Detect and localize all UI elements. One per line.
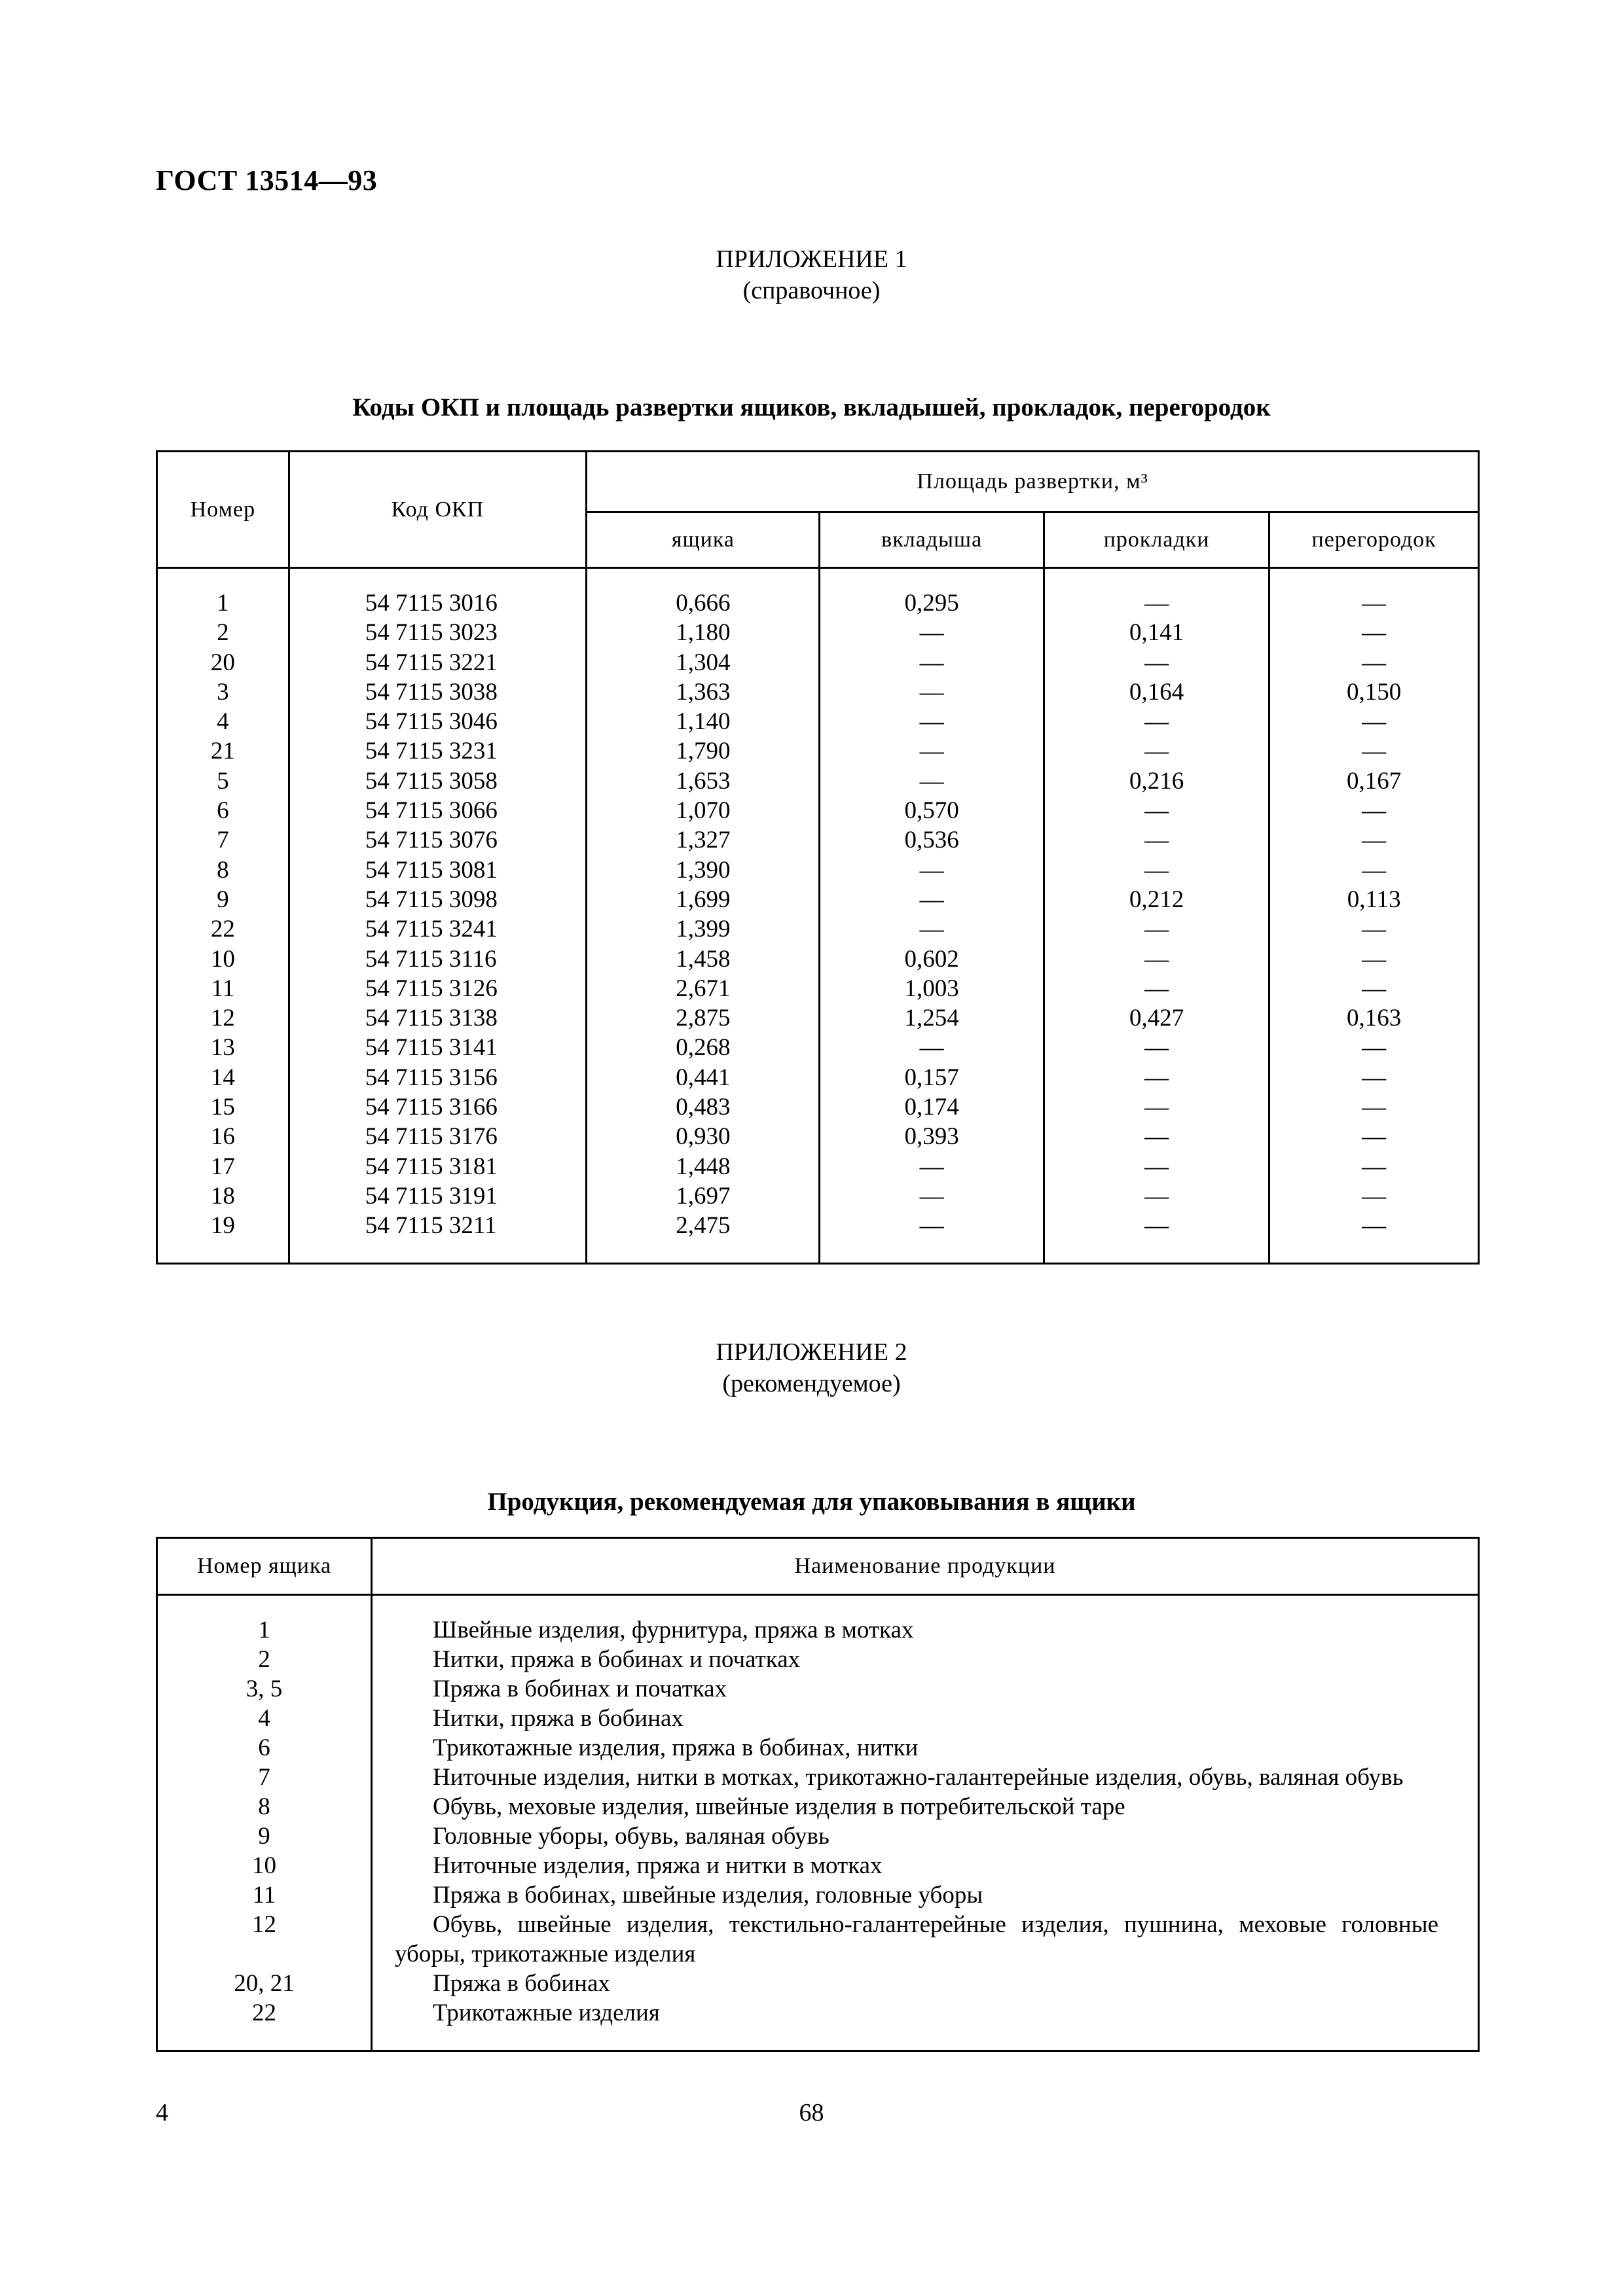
cell-area-partition: — (1269, 825, 1479, 855)
cell-number: 12 (157, 1003, 289, 1033)
cell-area-liner: 1,254 (820, 1003, 1044, 1033)
page-number-center: 68 (799, 2099, 824, 2126)
cell-box-number: 10 (157, 1851, 372, 1880)
cell-area-box: 0,268 (587, 1033, 820, 1062)
cell-area-box: 0,666 (587, 588, 820, 618)
cell-okp-code: 54 7115 3046 (289, 707, 587, 736)
cell-product-name: Ниточные изделия, нитки в мотках, трикотажно-галантерейные изделия, обувь, валяная обувь (372, 1763, 1479, 1792)
cell-area-partition: — (1269, 1033, 1479, 1062)
cell-area-pad: — (1044, 1033, 1269, 1062)
table-row (157, 648, 1479, 677)
cell-area-liner: — (820, 736, 1044, 766)
spacer-cell (1269, 568, 1479, 589)
cell-product-name: Трикотажные изделия, пряжа в бобинах, нитки (372, 1733, 1479, 1763)
cell-area-partition: — (1269, 648, 1479, 677)
cell-area-box: 1,390 (587, 855, 820, 885)
cell-area-liner: — (820, 707, 1044, 736)
cell-area-liner: 0,393 (820, 1122, 1044, 1151)
cell-number: 21 (157, 736, 289, 766)
table-row (157, 1792, 1479, 1821)
cell-area-box: 1,180 (587, 618, 820, 647)
cell-product-name: Нитки, пряжа в бобинах (372, 1704, 1479, 1733)
cell-area-box: 2,475 (587, 1211, 820, 1240)
cell-box-number: 22 (157, 1998, 372, 2028)
table-row (157, 1733, 1479, 1763)
cell-okp-code: 54 7115 3181 (289, 1152, 587, 1181)
cell-number: 18 (157, 1181, 289, 1211)
cell-area-partition: — (1269, 1152, 1479, 1181)
spacer-cell (820, 568, 1044, 589)
cell-box-number: 9 (157, 1821, 372, 1851)
cell-area-pad: — (1044, 1063, 1269, 1092)
cell-okp-code: 54 7115 3138 (289, 1003, 587, 1033)
cell-area-partition: 0,163 (1269, 1003, 1479, 1033)
cell-area-pad: — (1044, 1122, 1269, 1151)
cell-okp-code: 54 7115 3081 (289, 855, 587, 885)
cell-area-box: 0,441 (587, 1063, 820, 1092)
table-row (157, 588, 1479, 618)
cell-area-pad: — (1044, 1152, 1269, 1181)
col-header-area-group: Площадь развертки, м³ (587, 452, 1479, 512)
table-row (157, 1969, 1479, 1998)
table-row (157, 677, 1479, 707)
cell-box-number: 8 (157, 1792, 372, 1821)
cell-area-box: 1,363 (587, 677, 820, 707)
table-row (157, 1763, 1479, 1792)
cell-okp-code: 54 7115 3058 (289, 766, 587, 796)
cell-area-pad: 0,216 (1044, 766, 1269, 796)
cell-area-liner: 0,174 (820, 1092, 1044, 1122)
table-row (157, 1063, 1479, 1092)
cell-box-number: 12 (157, 1910, 372, 1969)
cell-area-liner: 0,570 (820, 796, 1044, 825)
cell-area-partition: — (1269, 1122, 1479, 1151)
cell-area-liner: — (820, 648, 1044, 677)
cell-product-name: Нитки, пряжа в бобинах и початках (372, 1645, 1479, 1674)
page-number-left: 4 (156, 2099, 168, 2126)
table-row (157, 1092, 1479, 1122)
cell-area-partition: — (1269, 588, 1479, 618)
cell-area-pad: — (1044, 796, 1269, 825)
appendix2-subtitle: (рекомендуемое) (722, 1370, 901, 1397)
cell-number: 7 (157, 825, 289, 855)
cell-area-liner: — (820, 618, 1044, 647)
cell-number: 8 (157, 855, 289, 885)
table-row (157, 766, 1479, 796)
cell-product-name: Обувь, меховые изделия, швейные изделия в потребительской таре (372, 1792, 1479, 1821)
cell-product-name: Пряжа в бобинах, швейные изделия, головные уборы (372, 1880, 1479, 1910)
cell-okp-code: 54 7115 3066 (289, 796, 587, 825)
cell-area-box: 2,875 (587, 1003, 820, 1033)
cell-number: 14 (157, 1063, 289, 1092)
table-row (157, 1615, 1479, 1645)
cell-product-name: Пряжа в бобинах и початках (372, 1674, 1479, 1704)
cell-area-pad: — (1044, 648, 1269, 677)
document-code: ГОСТ 13514—93 (156, 164, 378, 196)
cell-area-pad: — (1044, 707, 1269, 736)
cell-box-number: 20, 21 (157, 1969, 372, 1998)
cell-area-pad: — (1044, 974, 1269, 1003)
cell-okp-code: 54 7115 3098 (289, 885, 587, 914)
table-row (157, 1211, 1479, 1240)
products-table-body (157, 1595, 1479, 2051)
cell-area-box: 1,327 (587, 825, 820, 855)
spacer-cell (1044, 1241, 1269, 1264)
cell-area-pad: — (1044, 1211, 1269, 1240)
cell-area-liner: 0,536 (820, 825, 1044, 855)
table-row (157, 1033, 1479, 1062)
cell-box-number: 1 (157, 1615, 372, 1645)
cell-number: 9 (157, 885, 289, 914)
cell-product-name: Головные уборы, обувь, валяная обувь (372, 1821, 1479, 1851)
spacer-cell (1044, 568, 1269, 589)
table-row (157, 855, 1479, 885)
cell-area-partition: 0,167 (1269, 766, 1479, 796)
cell-area-liner: 0,602 (820, 944, 1044, 974)
spacer-cell (372, 1595, 1479, 1616)
cell-number: 13 (157, 1033, 289, 1062)
table-row (157, 1851, 1479, 1880)
cell-area-box: 1,699 (587, 885, 820, 914)
cell-area-pad: — (1044, 855, 1269, 885)
spacer-cell (587, 568, 820, 589)
cell-area-liner: — (820, 885, 1044, 914)
spacer-cell (289, 568, 587, 589)
appendix2-heading (0, 1336, 1623, 1399)
spacer-cell (157, 2028, 372, 2051)
cell-area-liner: — (820, 1033, 1044, 1062)
cell-okp-code: 54 7115 3023 (289, 618, 587, 647)
cell-product-name: Пряжа в бобинах (372, 1969, 1479, 1998)
cell-okp-code: 54 7115 3211 (289, 1211, 587, 1240)
recommended-products-table (156, 1537, 1480, 2052)
cell-box-number: 3, 5 (157, 1674, 372, 1704)
cell-product-name: Трикотажные изделия (372, 1998, 1479, 2028)
cell-area-box: 1,697 (587, 1181, 820, 1211)
cell-box-number: 2 (157, 1645, 372, 1674)
cell-number: 19 (157, 1211, 289, 1240)
cell-area-partition: — (1269, 1092, 1479, 1122)
cell-area-box: 0,483 (587, 1092, 820, 1122)
cell-okp-code: 54 7115 3116 (289, 944, 587, 974)
cell-area-partition: — (1269, 736, 1479, 766)
cell-area-box: 1,458 (587, 944, 820, 974)
col-header-product-name: Наименование продукции (372, 1538, 1479, 1595)
cell-area-box: 1,304 (587, 648, 820, 677)
cell-okp-code: 54 7115 3241 (289, 914, 587, 944)
col-header-number: Номер (157, 452, 289, 568)
cell-okp-code: 54 7115 3231 (289, 736, 587, 766)
appendix1-subtitle: (справочное) (742, 277, 881, 304)
cell-area-pad: — (1044, 736, 1269, 766)
cell-box-number: 6 (157, 1733, 372, 1763)
cell-area-pad: — (1044, 944, 1269, 974)
cell-number: 4 (157, 707, 289, 736)
cell-area-partition: — (1269, 944, 1479, 974)
cell-okp-code: 54 7115 3016 (289, 588, 587, 618)
cell-area-partition: — (1269, 707, 1479, 736)
cell-okp-code: 54 7115 3141 (289, 1033, 587, 1062)
cell-area-partition: — (1269, 914, 1479, 944)
spacer-cell (157, 568, 289, 589)
table-row (157, 825, 1479, 855)
cell-area-pad: 0,427 (1044, 1003, 1269, 1033)
cell-area-liner: — (820, 1181, 1044, 1211)
spacer-cell (157, 1241, 289, 1264)
cell-area-pad: — (1044, 825, 1269, 855)
cell-area-partition: 0,113 (1269, 885, 1479, 914)
cell-box-number: 7 (157, 1763, 372, 1792)
table-row (157, 707, 1479, 736)
col-header-partition: перегородок (1269, 512, 1479, 568)
cell-area-pad: — (1044, 914, 1269, 944)
table-row (157, 1645, 1479, 1674)
cell-area-box: 2,671 (587, 974, 820, 1003)
cell-area-liner: — (820, 766, 1044, 796)
okp-codes-table (156, 450, 1480, 1265)
cell-number: 22 (157, 914, 289, 944)
cell-area-box: 1,653 (587, 766, 820, 796)
cell-number: 3 (157, 677, 289, 707)
cell-area-liner: 1,003 (820, 974, 1044, 1003)
cell-number: 10 (157, 944, 289, 974)
appendix1-title: ПРИЛОЖЕНИЕ 1 (716, 245, 907, 273)
spacer-cell (372, 2028, 1479, 2051)
table-row (157, 796, 1479, 825)
cell-product-name: Обувь, швейные изделия, текстильно-галантерейные изделия, пушнина, меховые головные уборы, трикотажные изделия (372, 1910, 1479, 1969)
table-row (157, 914, 1479, 944)
cell-number: 1 (157, 588, 289, 618)
table-row (157, 1003, 1479, 1033)
cell-number: 16 (157, 1122, 289, 1151)
cell-area-partition: — (1269, 1063, 1479, 1092)
table-row (157, 618, 1479, 647)
spacer-cell (289, 1241, 587, 1264)
cell-area-partition: — (1269, 1181, 1479, 1211)
col-header-pad: прокладки (1044, 512, 1269, 568)
cell-area-partition: — (1269, 1211, 1479, 1240)
cell-box-number: 11 (157, 1880, 372, 1910)
cell-area-liner: 0,157 (820, 1063, 1044, 1092)
table-row (157, 944, 1479, 974)
cell-area-box: 1,399 (587, 914, 820, 944)
table2-caption: Продукция, рекомендуемая для упаковывания в ящики (487, 1488, 1136, 1516)
cell-area-partition: 0,150 (1269, 677, 1479, 707)
table-row (157, 974, 1479, 1003)
col-header-box: ящика (587, 512, 820, 568)
cell-box-number: 4 (157, 1704, 372, 1733)
cell-area-liner: — (820, 1211, 1044, 1240)
cell-okp-code: 54 7115 3038 (289, 677, 587, 707)
cell-okp-code: 54 7115 3126 (289, 974, 587, 1003)
table-row (157, 1181, 1479, 1211)
cell-area-partition: — (1269, 974, 1479, 1003)
cell-area-liner: — (820, 677, 1044, 707)
table-row (157, 1152, 1479, 1181)
cell-area-liner: 0,295 (820, 588, 1044, 618)
cell-area-liner: — (820, 914, 1044, 944)
cell-okp-code: 54 7115 3076 (289, 825, 587, 855)
cell-okp-code: 54 7115 3176 (289, 1122, 587, 1151)
cell-okp-code: 54 7115 3191 (289, 1181, 587, 1211)
spacer-cell (1269, 1241, 1479, 1264)
table-row (157, 1910, 1479, 1969)
cell-area-pad: — (1044, 1181, 1269, 1211)
cell-okp-code: 54 7115 3166 (289, 1092, 587, 1122)
cell-area-partition: — (1269, 796, 1479, 825)
cell-area-pad: — (1044, 588, 1269, 618)
col-header-liner: вкладыша (820, 512, 1044, 568)
table-row (157, 1122, 1479, 1151)
cell-area-box: 1,070 (587, 796, 820, 825)
table-row (157, 1674, 1479, 1704)
cell-number: 6 (157, 796, 289, 825)
cell-area-liner: — (820, 855, 1044, 885)
cell-area-partition: — (1269, 618, 1479, 647)
cell-number: 17 (157, 1152, 289, 1181)
appendix1-heading (0, 243, 1623, 306)
col-header-code: Код ОКП (289, 452, 587, 568)
cell-area-box: 1,140 (587, 707, 820, 736)
cell-area-pad: 0,141 (1044, 618, 1269, 647)
appendix2-title: ПРИЛОЖЕНИЕ 2 (716, 1338, 907, 1366)
spacer-cell (587, 1241, 820, 1264)
cell-okp-code: 54 7115 3221 (289, 648, 587, 677)
cell-product-name: Ниточные изделия, пряжа и нитки в мотках (372, 1851, 1479, 1880)
table-row (157, 1998, 1479, 2028)
cell-okp-code: 54 7115 3156 (289, 1063, 587, 1092)
cell-area-pad: 0,212 (1044, 885, 1269, 914)
cell-number: 2 (157, 618, 289, 647)
table-row (157, 1880, 1479, 1910)
table1-caption: Коды ОКП и площадь развертки ящиков, вкладышей, прокладок, перегородок (352, 393, 1271, 422)
cell-area-liner: — (820, 1152, 1044, 1181)
cell-area-pad: 0,164 (1044, 677, 1269, 707)
table-row (157, 736, 1479, 766)
cell-number: 15 (157, 1092, 289, 1122)
table-row (157, 1821, 1479, 1851)
cell-number: 11 (157, 974, 289, 1003)
cell-area-box: 0,930 (587, 1122, 820, 1151)
table-row (157, 1704, 1479, 1733)
cell-number: 5 (157, 766, 289, 796)
spacer-cell (820, 1241, 1044, 1264)
cell-area-pad: — (1044, 1092, 1269, 1122)
cell-area-partition: — (1269, 855, 1479, 885)
spacer-cell (157, 1595, 372, 1616)
col-header-box-number: Номер ящика (157, 1538, 372, 1595)
cell-product-name: Швейные изделия, фурнитура, пряжа в мотках (372, 1615, 1479, 1645)
cell-area-box: 1,790 (587, 736, 820, 766)
cell-number: 20 (157, 648, 289, 677)
cell-area-box: 1,448 (587, 1152, 820, 1181)
table-row (157, 885, 1479, 914)
okp-table-body (157, 568, 1479, 1264)
